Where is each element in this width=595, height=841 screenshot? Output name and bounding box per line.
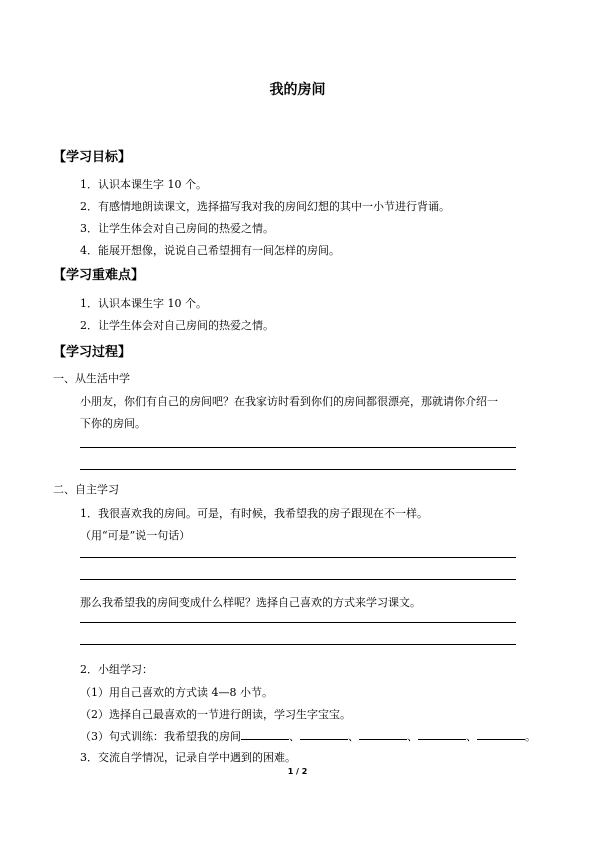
group-study-item: （1）用自己喜欢的方式读 4—8 小节。 (80, 686, 273, 699)
group-study-title: 2．小组学习： (80, 663, 153, 676)
goal-item: 2．有感情地朗读课文，选择描写我对我的房间幻想的其中一小节进行背诵。 (80, 200, 450, 213)
answer-line[interactable] (80, 644, 516, 645)
part1-paragraph-line1: 小朋友，你们有自己的房间吧？在我家访时看到你们的房间都很漂亮，那就请你介绍一 (80, 395, 498, 408)
key-point-item: 2．让学生体会对自己房间的热爱之情。 (80, 319, 274, 332)
separator: 、 (348, 730, 359, 743)
part2-title: 二、自主学习 (53, 483, 119, 496)
separator: 、 (407, 730, 418, 743)
fill-blank[interactable] (418, 729, 466, 740)
page-title: 我的房间 (269, 82, 326, 98)
answer-line[interactable] (80, 579, 516, 580)
section-heading-goals: 【学习目标】 (53, 150, 132, 165)
separator: 、 (466, 730, 477, 743)
sentence-drill (80, 728, 536, 744)
part1-paragraph-line2: 下你的房间。 (80, 417, 146, 430)
key-point-item: 1．认识本课生字 10 个。 (80, 297, 207, 310)
goal-item: 4．能展开想像，说说自己希望拥有一间怎样的房间。 (80, 244, 340, 257)
sentence-drill-prefix: （3）句式训练：我希望我的房间 (80, 730, 241, 743)
question-1-hint: （用“可是”说一句话） (80, 529, 191, 542)
fill-blank[interactable] (477, 729, 525, 740)
answer-line[interactable] (80, 622, 516, 623)
page-number: 1 / 2 (287, 767, 308, 776)
answer-line[interactable] (80, 469, 516, 470)
answer-line[interactable] (80, 557, 516, 558)
sentence-end: 。 (525, 730, 536, 743)
part1-title: 一、从生活中学 (53, 372, 130, 385)
section-heading-process: 【学习过程】 (53, 345, 132, 360)
question-1: 1．我很喜欢我的房间。可是，有时候，我希望我的房子跟现在不一样。 (80, 507, 428, 520)
goal-item: 1．认识本课生字 10 个。 (80, 178, 207, 191)
group-study-item: （2）选择自己最喜欢的一节进行朗读，学习生字宝宝。 (80, 708, 351, 721)
fill-blank[interactable] (359, 729, 407, 740)
fill-blank[interactable] (300, 729, 348, 740)
goal-item: 3．让学生体会对自己房间的热爱之情。 (80, 222, 274, 235)
fill-blank[interactable] (241, 729, 289, 740)
question-3: 3．交流自学情况，记录自学中遇到的困难。 (80, 751, 296, 764)
separator: 、 (289, 730, 300, 743)
section-heading-key-points: 【学习重难点】 (53, 268, 145, 283)
question-2: 那么我希望我的房间变成什么样呢？选择自己喜欢的方式来学习课文。 (80, 596, 421, 609)
answer-line[interactable] (80, 447, 516, 448)
